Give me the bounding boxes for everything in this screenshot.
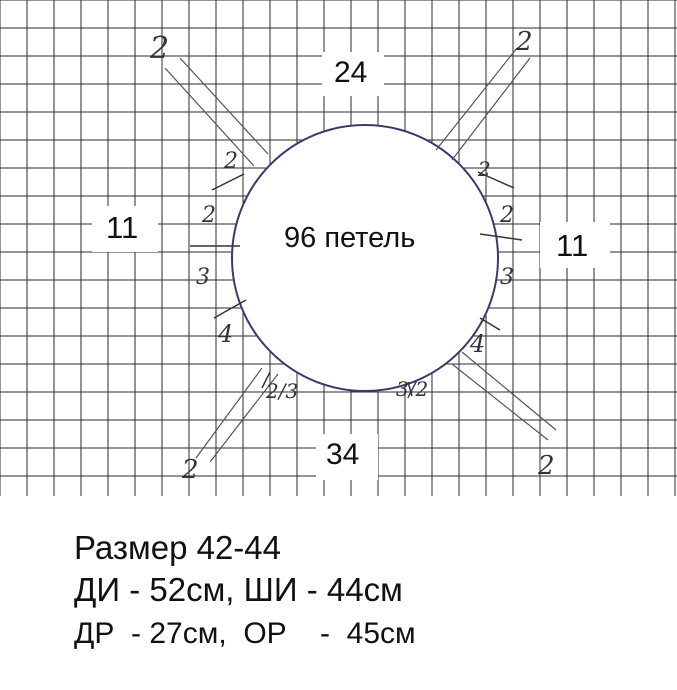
mark-left-low: 4	[218, 320, 234, 348]
mark-top-right-end: 2	[516, 27, 533, 57]
mark-left-upper-2: 2	[202, 203, 216, 228]
mark-bottom-left-pair: 2/3	[266, 379, 299, 403]
center-stitch-label: 96 петель	[284, 222, 416, 254]
top-count-label: 24	[334, 56, 368, 89]
mark-bottom-right-end: 2	[538, 451, 555, 481]
mark-bottom-left-end: 2	[182, 455, 199, 485]
neckline-circle	[232, 125, 498, 391]
mark-top-left-end: 2	[150, 31, 170, 66]
mark-right-low: 4	[470, 330, 486, 358]
size-line: Размер 42-44	[74, 529, 281, 566]
measurements-line-2: ДР - 27см, ОР - 45см	[74, 617, 416, 650]
bottom-count-label: 34	[326, 438, 360, 471]
mark-left-mid: 3	[196, 265, 210, 290]
mark-right-mid: 3	[500, 265, 514, 290]
mark-right-upper-1: 2	[478, 157, 491, 181]
measurements-line-1: ДИ - 52см, ШИ - 44см	[74, 571, 403, 608]
left-count-label: 11	[106, 210, 139, 245]
size-caption	[74, 528, 416, 656]
mark-left-upper-1: 2	[224, 149, 238, 174]
mark-bottom-right-pair: 3/2	[396, 377, 429, 401]
mark-right-upper-2: 2	[500, 203, 514, 228]
right-count-label: 11	[556, 228, 589, 263]
